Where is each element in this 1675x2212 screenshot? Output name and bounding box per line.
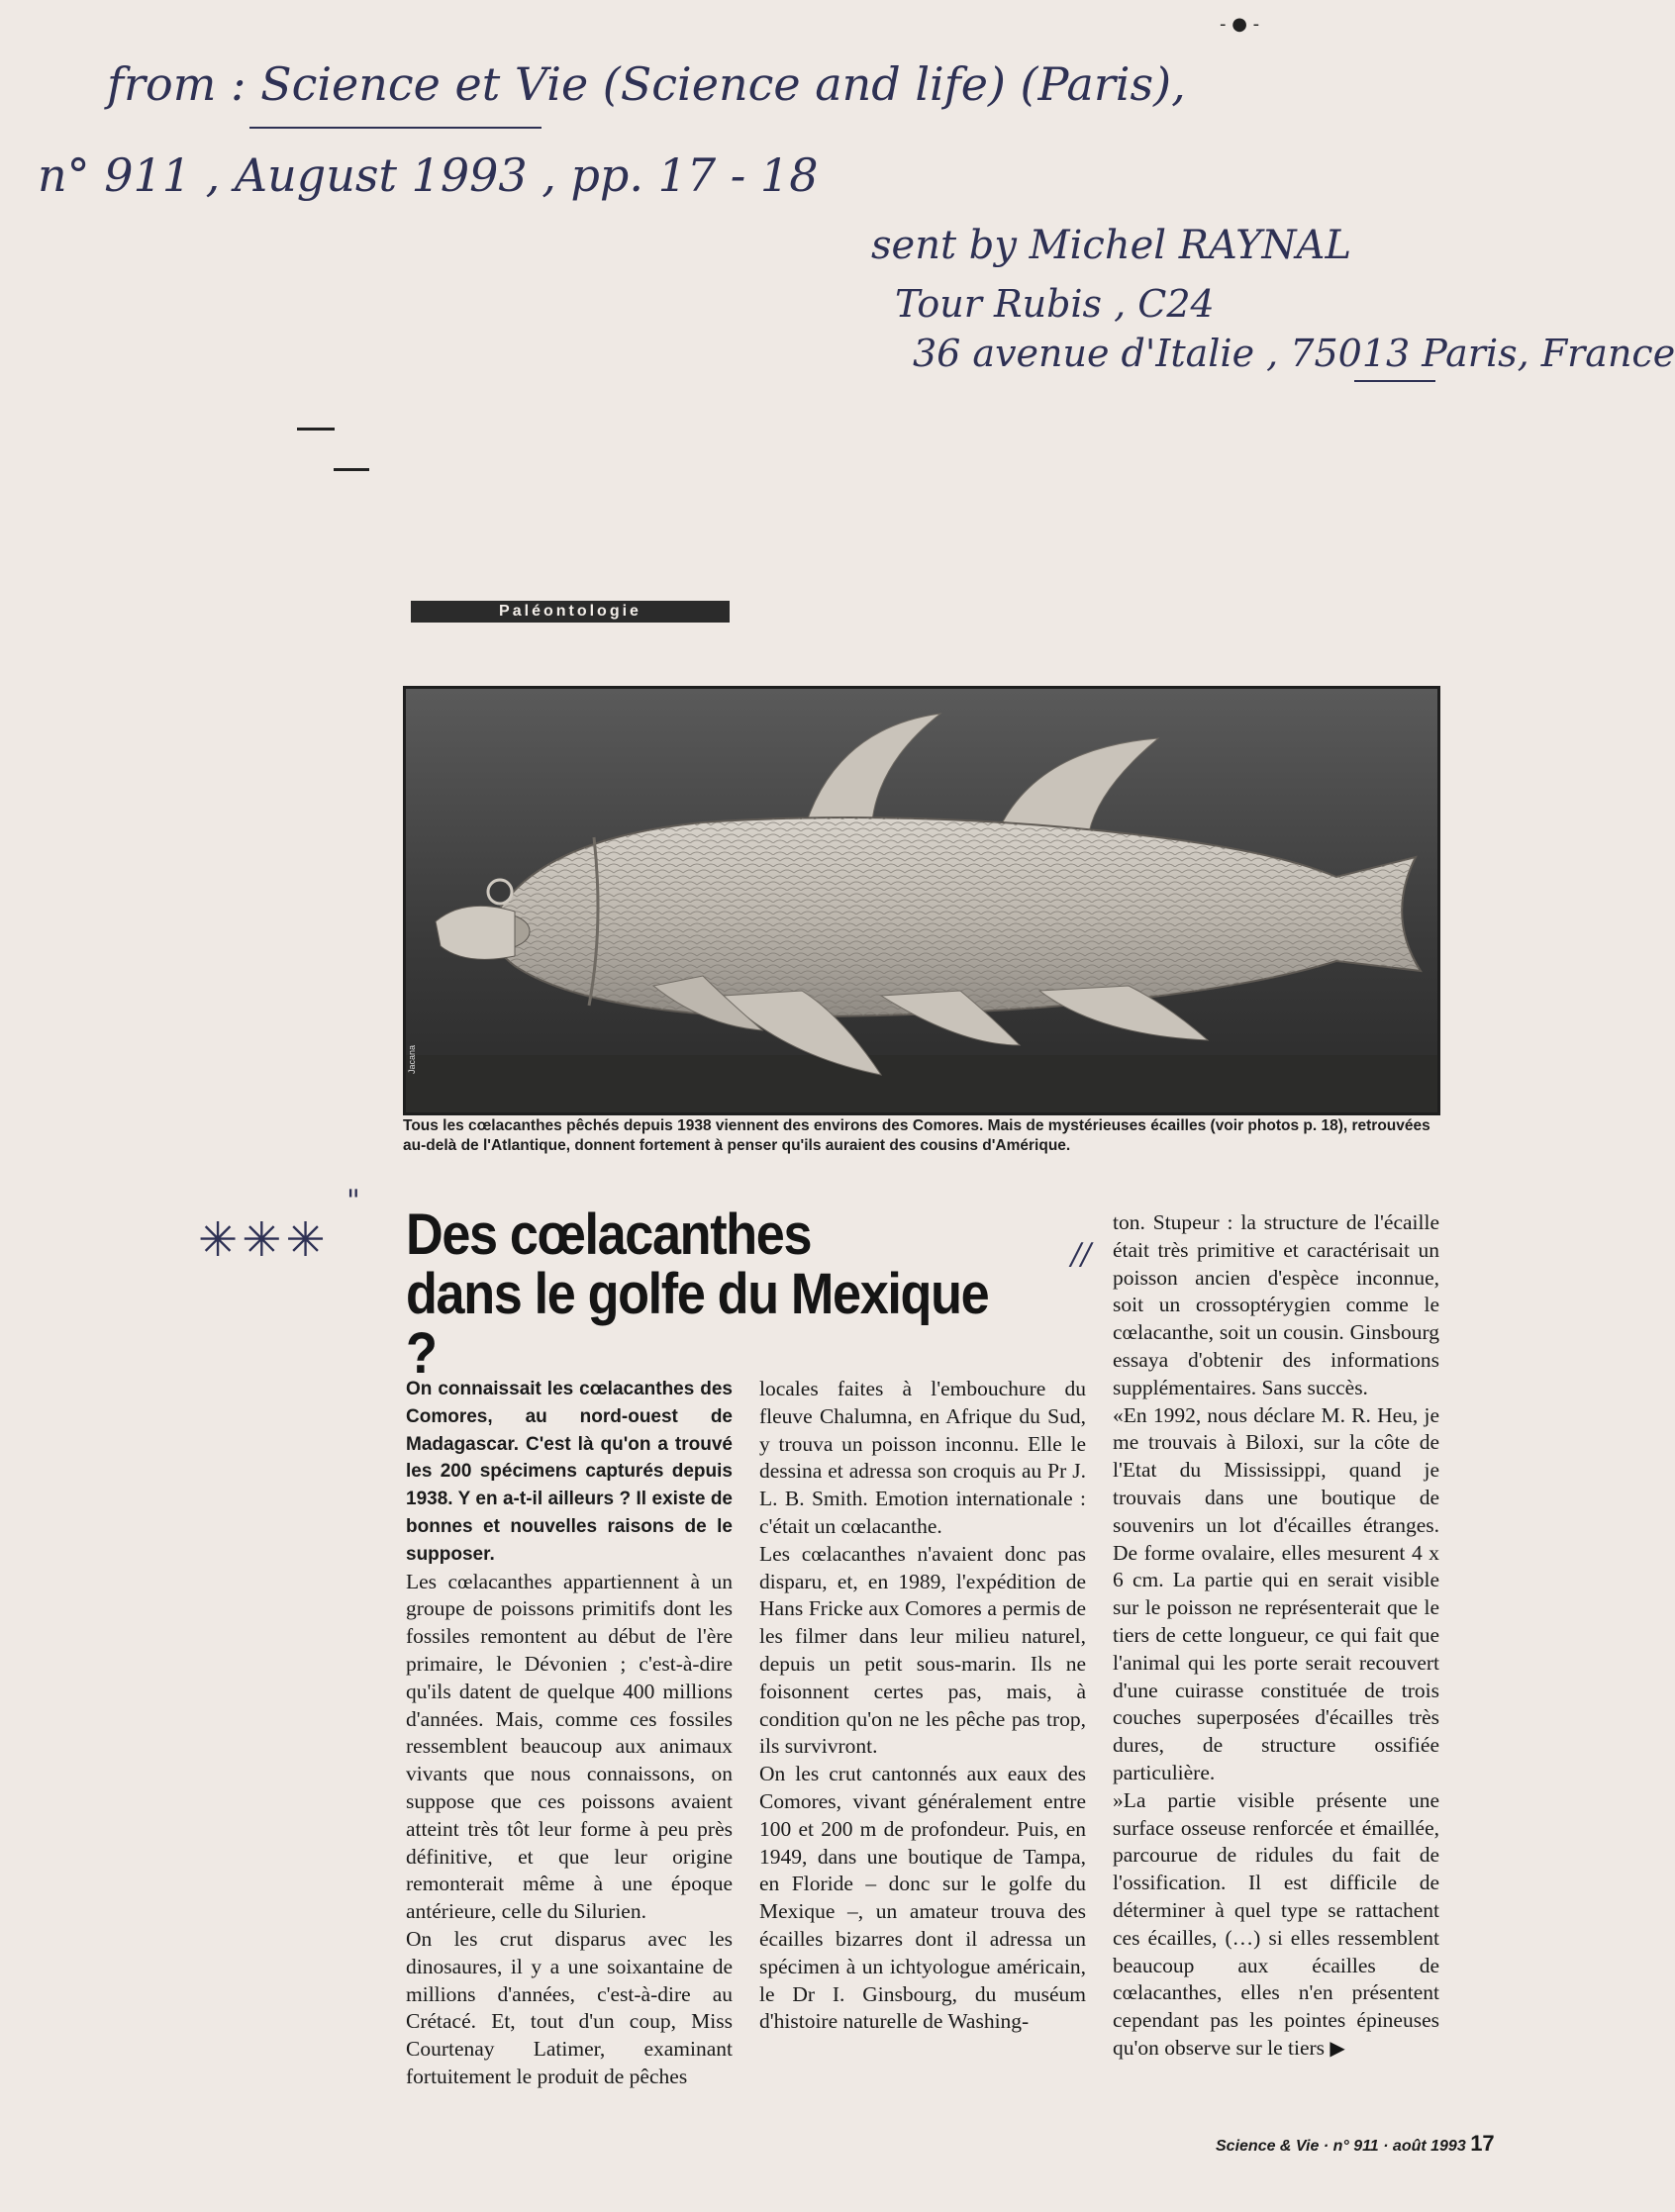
- continue-arrow-icon: ▶: [1330, 2037, 1345, 2060]
- headline: [406, 1202, 1030, 1386]
- article-paragraph: Les cœlacanthes appartiennent à un groupe de poissons primitifs dont les fossiles remontent au début de l'ère primaire, le Dévonien ; c'est-à-dire qu'ils datent de quelque 400 millions d'années. Mais, comme ces fossiles ressemblent beaucoup aux animaux vivants que nous connaissons, on suppose que ces poissons avaient atteint très tôt leur forme à peu près définitive, et que leur origine remonterait même à une époque antérieure, celle du Silurien.: [406, 1569, 733, 1924]
- handwritten-sender-address-1: Tour Rubis , C24: [895, 282, 1215, 326]
- page-mark: - ● -: [1220, 14, 1260, 35]
- article-paragraph: [1113, 1787, 1439, 2064]
- page-number: 17: [1470, 2131, 1495, 2156]
- handwritten-issue-line: n° 911 , August 1993 , pp. 17 - 18: [38, 148, 819, 202]
- coelacanth-photo: [403, 686, 1440, 1115]
- stray-mark: [334, 468, 369, 471]
- article-column-1: [406, 1376, 733, 2091]
- handwritten-sender-address-2: 36 avenue d'Italie , 75013 Paris, France: [913, 332, 1675, 375]
- photo-caption: Tous les cœlacanthes pêchés depuis 1938 viennent des environs des Comores. Mais de mystérieuses écailles (voir photos p. 18), retrouvées au-delà de l'Atlantique, donnent fortement à penser qu'ils auraient des cousins d'Amérique.: [403, 1117, 1430, 1154]
- article-paragraph: On les crut cantonnés aux eaux des Comores, vivant généralement entre 100 et 200 m de profondeur. Puis, en 1949, dans une boutique de Tampa, en Floride – donc sur le golfe du Mexique –, un amateur trouva des écailles bizarres dont il adressa un spécimen à un ichtyologue américain, le Dr I. Ginsbourg, du muséum d'histoire naturelle de Washing-: [759, 1762, 1086, 2034]
- article-paragraph-text: »La partie visible présente une surface osseuse renforcée et émaillée, parcourue de ridules du fait de l'ossification. Il est difficile de déterminer à quel type se rattachent ces écailles, (…) si elles ressemblent beaucoup aux écailles de cœlacanthes, elles n'en présentent cependant pas les pointes épineuses qu'on observe sur le tiers: [1113, 1787, 1439, 2060]
- article-column-3: [1113, 1209, 1439, 2064]
- article-paragraph: «En 1992, nous déclare M. R. Heu, je me trouvais à Biloxi, sur la côte de l'Etat du Mississippi, quand je trouvais dans une boutique de souvenirs un lot d'écailles étranges. De forme ovalaire, elles mesurent 4 x 6 cm. La partie qui en serait visible sur le poisson ne représenterait que le tiers de cette longueur, ce qui fait que l'animal qui les porte serait recouvert d'une cuirasse constituée de trois couches superposées d'écailles très dures, de structure ossifiée particulière.: [1113, 1402, 1439, 1784]
- handwritten-underline: [1354, 380, 1435, 382]
- section-tag: Paléontologie: [411, 601, 730, 623]
- article-lede: On connaissait les cœlacanthes des Comores, au nord-ouest de Madagascar. C'est là qu'on a trouvé les 200 spécimens capturés depuis 1938. Y en a-t-il ailleurs ? Il existe de bonnes et nouvelles raisons de le supposer.: [406, 1379, 733, 1565]
- handwritten-source-line: from : Science et Vie (Science and life) (Paris),: [107, 57, 1186, 111]
- handwritten-quote-close: //: [1071, 1237, 1092, 1272]
- photo-credit: Jacana: [407, 1044, 417, 1074]
- article-paragraph: On les crut disparus avec les dinosaures, il y a une soixantaine de millions d'années, c'est-à-dire au Crétacé. Et, tout d'un coup, Miss Courtenay Latimer, examinant fortuitement le produit de pêches: [406, 1926, 733, 2088]
- handwritten-stars: ✳✳✳: [198, 1212, 330, 1268]
- footer-source: Science & Vie · n° 911 · août 1993: [1216, 2138, 1466, 2155]
- headline-line-2: dans le golfe du Mexique ?: [406, 1262, 989, 1386]
- stray-mark: [297, 428, 335, 431]
- article-paragraph-continued: locales faites à l'embouchure du fleuve Chalumna, en Afrique du Sud, y trouva un poisson inconnu. Elle le dessina et adressa son croquis au Pr J. L. B. Smith. Emotion internationale : c'était un cœlacanthe.: [759, 1377, 1086, 1538]
- article-paragraph-continued: ton. Stupeur : la structure de l'écaille était très primitive et caractérisait un poisson ancien d'espèce inconnue, soit un crossoptérygien comme le cœlacanthe, soit un cousin. Ginsbourg essaya d'obtenir des informations supplémentaires. Sans succès.: [1113, 1210, 1439, 1399]
- page-footer: [1216, 2131, 1495, 2157]
- article-column-2: [759, 1376, 1086, 2036]
- handwritten-underline: [249, 127, 542, 129]
- coelacanth-illustration: [406, 689, 1437, 1112]
- headline-line-1: Des cœlacanthes: [406, 1202, 812, 1267]
- handwritten-quote-open: ": [346, 1184, 360, 1218]
- article-paragraph: Les cœlacanthes n'avaient donc pas disparu, et, en 1989, l'expédition de Hans Fricke aux Comores a permis de les filmer dans leur milieu naturel, depuis un petit sous-marin. Ils ne foisonnent certes pas, mais, à condition qu'on ne les pêche pas trop, ils survivront.: [759, 1541, 1086, 1759]
- handwritten-sender-name: sent by Michel RAYNAL: [871, 223, 1351, 268]
